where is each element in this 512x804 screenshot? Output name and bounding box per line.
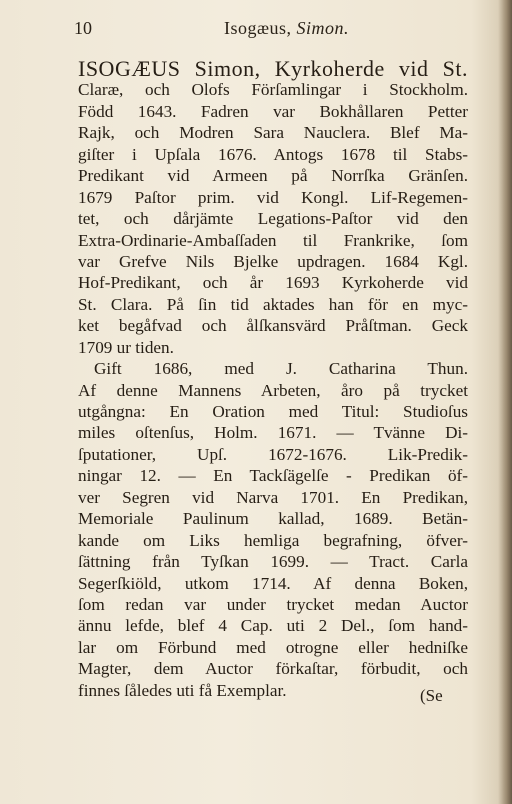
text-line: Segerſkiöld, utkom 1714. Af denna Boken, [78,573,468,593]
text-line: Rajk, och Modren Sara Nauclera. Blef Ma- [78,123,468,143]
text-line: Claræ, och Olofs Förſamlingar i Stockholm. [78,80,468,100]
body-text [78,58,468,701]
text-line: ſom redan var under trycket medan Auctor [78,594,468,614]
text-line: tet, och dårjämte Legations-Paſtor vid den [78,209,468,229]
text-line: Predikant vid Armeen på Norrſka Gränſen. [78,166,468,186]
text-line: Af denne Mannens Arbeten, åro på trycket [78,380,468,400]
page-number: 10 [74,18,92,38]
text-line: ſputationer, Upſ. 1672-1676. Lik-Predik- [78,444,468,464]
running-header [74,16,454,42]
page-edge-shadow [498,0,512,804]
text-line: giſter i Upſala 1676. Antogs 1678 til Stabs- [78,144,468,164]
text-line: utgångna: En Oration med Titul: Studioſus [78,402,468,421]
text-line: ISOGÆUS Simon, Kyrkoherde vid St. [78,56,468,81]
text-line: kande om Liks hemliga begrafning, öfver- [78,530,468,550]
text-line: lar om Förbund med otrogne eller hedniſke [78,637,468,657]
text-line: miles oſtenſus, Holm. 1671. — Tvänne Di- [78,423,468,443]
text-line: ningar 12. — En Tackſägelſe - Predikan öf- [78,466,468,486]
text-line: finnes ſåledes uti få Exemplar. [78,680,287,700]
running-head-name: Isogæus, [224,18,292,38]
text-line: ver Segren vid Narva 1701. En Predikan, [78,487,468,507]
text-line: 1679 Paſtor prim. vid Kongl. Lif-Regemen- [78,187,468,207]
catchword: (Se [420,686,443,705]
text-line: ännu lefde, blef 4 Cap. uti 2 Del., ſom hand- [78,616,468,636]
text-line: Född 1643. Fadren var Bokhållaren Petter [78,101,468,121]
text-line: 1709 ur tiden. [78,337,174,357]
text-line: Magter, dem Auctor förkaſtar, förbudit, och [78,659,468,679]
text-line: Memoriale Paulinum kallad, 1689. Betän- [78,509,468,529]
text-line: Gift 1686, med J. Catharina Thun. [94,359,468,379]
running-head-given: Simon. [296,18,350,38]
text-line: ſättning från Tyſkan 1699. — Tract. Carla [78,552,468,572]
text-line: Extra-Ordinarie-Ambaſſaden til Frankrike, ſom [78,230,468,250]
text-line: St. Clara. På ſin tid aktades han för en myc- [78,294,468,314]
text-line: Hof-Predikant, och år 1693 Kyrkoherde vid [78,273,468,293]
text-line: ket begåfvad och ålſkansvärd Pråſtman. Geck [78,316,468,336]
running-head-title [224,18,349,39]
text-line: var Grefve Nils Bjelke updragen. 1684 Kgl. [78,251,468,271]
